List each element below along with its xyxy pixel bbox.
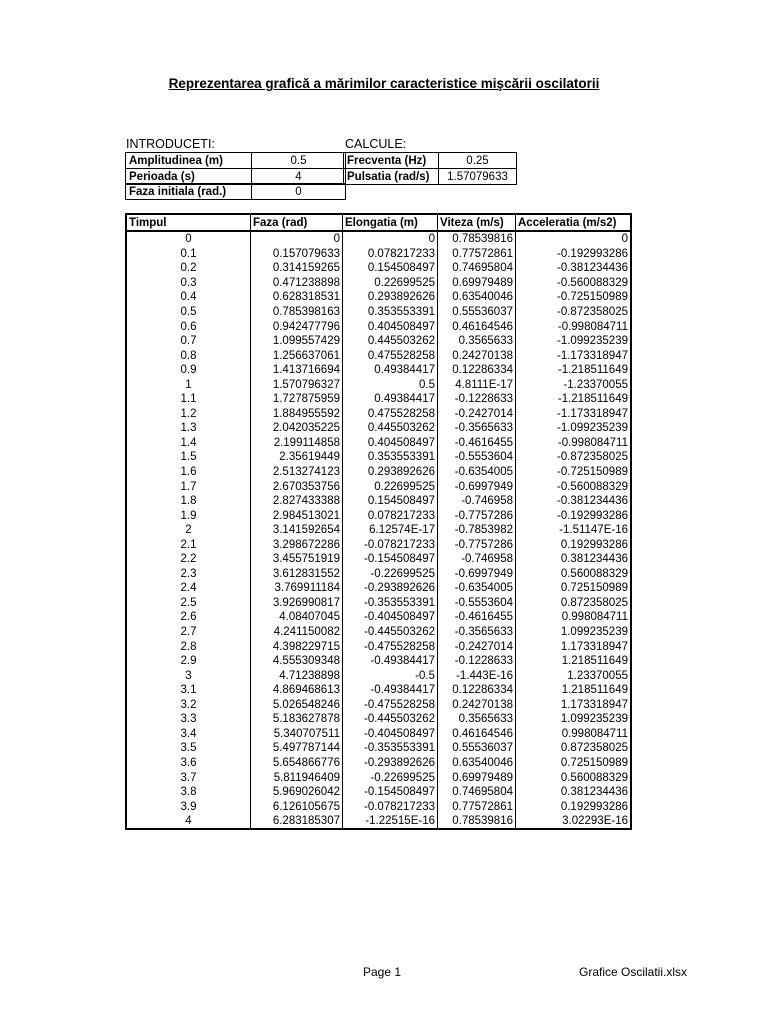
cell-viteza: 0.55536037	[438, 741, 516, 756]
cell-viteza: -0.6354005	[438, 581, 516, 596]
cell-faza: 3.298672286	[251, 537, 343, 552]
cell-acceleratia: 0	[516, 231, 632, 247]
table-row	[126, 319, 631, 334]
cell-viteza: 4.8111E-17	[438, 377, 516, 392]
cell-viteza: 0.78539816	[438, 814, 516, 830]
cell-elongatia: -0.49384417	[343, 654, 438, 669]
cell-faza: 5.654866776	[251, 756, 343, 771]
cell-viteza: -0.746958	[438, 552, 516, 567]
cell-elongatia: -0.078217233	[343, 799, 438, 814]
cell-acceleratia: -0.725150989	[516, 290, 632, 305]
cell-timpul: 0.1	[126, 247, 251, 262]
cell-viteza: 0.3565633	[438, 334, 516, 349]
cell-acceleratia: 0.381234436	[516, 552, 632, 567]
calc-row-frequency	[344, 153, 517, 169]
cell-viteza: 0.77572861	[438, 247, 516, 262]
cell-viteza: -0.1228633	[438, 654, 516, 669]
cell-acceleratia: 0.381234436	[516, 785, 632, 800]
cell-elongatia: -0.293892626	[343, 581, 438, 596]
table-row	[126, 625, 631, 640]
cell-elongatia: -0.404508497	[343, 727, 438, 742]
cell-viteza: -0.2427014	[438, 407, 516, 422]
cell-elongatia: -0.078217233	[343, 537, 438, 552]
cell-timpul: 1.3	[126, 421, 251, 436]
inputs-table	[125, 152, 346, 185]
cell-acceleratia: -0.192993286	[516, 247, 632, 262]
cell-viteza: -0.6354005	[438, 465, 516, 480]
cell-viteza: 0.46164546	[438, 727, 516, 742]
cell-faza: 2.199114858	[251, 436, 343, 451]
cell-acceleratia: -0.725150989	[516, 465, 632, 480]
cell-faza: 1.884955592	[251, 407, 343, 422]
table-row	[126, 814, 631, 830]
table-row	[126, 247, 631, 262]
document-title: Reprezentarea grafică a mărimilor caracteristice mişcării oscilatorii	[168, 76, 600, 91]
table-row	[126, 639, 631, 654]
cell-elongatia: 0.22699525	[343, 479, 438, 494]
phase-input-table	[125, 183, 346, 200]
cell-timpul: 3.3	[126, 712, 251, 727]
table-row	[126, 290, 631, 305]
cell-acceleratia: 1.218511649	[516, 683, 632, 698]
cell-faza: 1.570796327	[251, 377, 343, 392]
cell-timpul: 2.4	[126, 581, 251, 596]
cell-elongatia: -0.5	[343, 668, 438, 683]
cell-elongatia: 0.404508497	[343, 436, 438, 451]
cell-faza: 3.455751919	[251, 552, 343, 567]
cell-timpul: 1.7	[126, 479, 251, 494]
table-row	[126, 741, 631, 756]
cell-acceleratia: -0.998084711	[516, 436, 632, 451]
cell-timpul: 1.9	[126, 508, 251, 523]
cell-faza: 5.340707511	[251, 727, 343, 742]
cell-acceleratia: 1.173318947	[516, 698, 632, 713]
cell-faza: 1.256637061	[251, 348, 343, 363]
cell-timpul: 1.2	[126, 407, 251, 422]
cell-timpul: 0.5	[126, 305, 251, 320]
cell-timpul: 3.2	[126, 698, 251, 713]
cell-viteza: -1.443E-16	[438, 668, 516, 683]
table-row	[126, 377, 631, 392]
cell-faza: 2.35619449	[251, 450, 343, 465]
cell-timpul: 1	[126, 377, 251, 392]
cell-elongatia: -0.22699525	[343, 770, 438, 785]
cell-faza: 2.984513021	[251, 508, 343, 523]
table-row	[126, 537, 631, 552]
cell-acceleratia: 0.192993286	[516, 799, 632, 814]
oscillation-data-table	[125, 213, 632, 830]
cell-timpul: 1.6	[126, 465, 251, 480]
cell-acceleratia: -0.381234436	[516, 261, 632, 276]
cell-timpul: 0.9	[126, 363, 251, 378]
cell-elongatia: -0.475528258	[343, 639, 438, 654]
cell-faza: 2.513274123	[251, 465, 343, 480]
cell-timpul: 3	[126, 668, 251, 683]
cell-faza: 2.670353756	[251, 479, 343, 494]
cell-faza: 0.314159265	[251, 261, 343, 276]
cell-timpul: 0.3	[126, 276, 251, 291]
input-value[interactable]: 0	[252, 184, 346, 200]
cell-acceleratia: -1.23370055	[516, 377, 632, 392]
cell-acceleratia: -1.173318947	[516, 407, 632, 422]
cell-timpul: 2.1	[126, 537, 251, 552]
input-label: Amplitudinea (m)	[126, 153, 252, 169]
cell-viteza: -0.746958	[438, 494, 516, 509]
table-row	[126, 305, 631, 320]
cell-viteza: 0.24270138	[438, 698, 516, 713]
cell-faza: 3.926990817	[251, 596, 343, 611]
table-row	[126, 231, 631, 247]
column-header-faza: Faza (rad)	[251, 214, 343, 231]
cell-acceleratia: -1.51147E-16	[516, 523, 632, 538]
page-number: Page 1	[363, 965, 402, 979]
table-header-row	[126, 214, 631, 231]
cell-acceleratia: 0.998084711	[516, 610, 632, 625]
table-row	[126, 596, 631, 611]
cell-faza: 3.612831552	[251, 567, 343, 582]
cell-elongatia: -0.154508497	[343, 785, 438, 800]
cell-faza: 4.869468613	[251, 683, 343, 698]
table-row	[126, 567, 631, 582]
cell-elongatia: 0.154508497	[343, 261, 438, 276]
cell-elongatia: 0.22699525	[343, 276, 438, 291]
cell-acceleratia: -0.872358025	[516, 450, 632, 465]
cell-elongatia: 0.475528258	[343, 407, 438, 422]
table-row	[126, 261, 631, 276]
table-row	[126, 479, 631, 494]
cell-acceleratia: -1.099235239	[516, 421, 632, 436]
cell-acceleratia: -0.560088329	[516, 479, 632, 494]
cell-acceleratia: -0.872358025	[516, 305, 632, 320]
cell-viteza: -0.1228633	[438, 392, 516, 407]
input-label: Perioada (s)	[126, 169, 252, 185]
cell-faza: 4.398229715	[251, 639, 343, 654]
cell-acceleratia: 0.560088329	[516, 567, 632, 582]
cell-viteza: -0.3565633	[438, 421, 516, 436]
cell-timpul: 0.6	[126, 319, 251, 334]
cell-timpul: 4	[126, 814, 251, 830]
cell-timpul: 2.2	[126, 552, 251, 567]
cell-viteza: 0.63540046	[438, 756, 516, 771]
cell-timpul: 3.4	[126, 727, 251, 742]
cell-timpul: 3.9	[126, 799, 251, 814]
cell-timpul: 3.8	[126, 785, 251, 800]
cell-viteza: 0.24270138	[438, 348, 516, 363]
cell-timpul: 0.8	[126, 348, 251, 363]
cell-viteza: 0.3565633	[438, 712, 516, 727]
cell-acceleratia: 1.173318947	[516, 639, 632, 654]
cell-faza: 6.126105675	[251, 799, 343, 814]
table-row	[126, 756, 631, 771]
cell-viteza: -0.7757286	[438, 537, 516, 552]
cell-acceleratia: -0.560088329	[516, 276, 632, 291]
cell-acceleratia: -0.192993286	[516, 508, 632, 523]
cell-viteza: -0.6997949	[438, 567, 516, 582]
cell-viteza: -0.2427014	[438, 639, 516, 654]
cell-viteza: 0.69979489	[438, 276, 516, 291]
cell-timpul: 2	[126, 523, 251, 538]
cell-elongatia: 0.353553391	[343, 450, 438, 465]
table-row	[126, 334, 631, 349]
cell-viteza: 0.69979489	[438, 770, 516, 785]
table-row	[126, 276, 631, 291]
cell-elongatia: 0.154508497	[343, 494, 438, 509]
cell-elongatia: -0.445503262	[343, 625, 438, 640]
cell-faza: 0.785398163	[251, 305, 343, 320]
cell-viteza: -0.3565633	[438, 625, 516, 640]
cell-faza: 2.827433388	[251, 494, 343, 509]
input-value[interactable]: 4	[252, 169, 346, 185]
cell-elongatia: 0	[343, 231, 438, 247]
cell-viteza: 0.77572861	[438, 799, 516, 814]
calc-value: 1.57079633	[439, 169, 517, 185]
input-label: Faza initiala (rad.)	[126, 184, 252, 200]
cell-faza: 4.71238898	[251, 668, 343, 683]
table-row	[126, 465, 631, 480]
cell-acceleratia: -1.173318947	[516, 348, 632, 363]
table-row	[126, 363, 631, 378]
calc-label: Frecventa (Hz)	[344, 153, 439, 169]
cell-viteza: -0.5553604	[438, 596, 516, 611]
calcule-heading: CALCULE:	[345, 137, 407, 151]
cell-timpul: 3.1	[126, 683, 251, 698]
cell-elongatia: 0.49384417	[343, 363, 438, 378]
cell-viteza: 0.12286334	[438, 683, 516, 698]
input-row-amplitude	[126, 153, 346, 169]
cell-acceleratia: 1.099235239	[516, 712, 632, 727]
cell-faza: 3.769911184	[251, 581, 343, 596]
cell-faza: 0.157079633	[251, 247, 343, 262]
cell-timpul: 2.6	[126, 610, 251, 625]
cell-timpul: 1.8	[126, 494, 251, 509]
cell-acceleratia: 0.998084711	[516, 727, 632, 742]
cell-acceleratia: -0.998084711	[516, 319, 632, 334]
cell-viteza: -0.6997949	[438, 479, 516, 494]
cell-elongatia: -0.353553391	[343, 741, 438, 756]
cell-timpul: 1.4	[126, 436, 251, 451]
cell-elongatia: 0.353553391	[343, 305, 438, 320]
column-header-viteza: Viteza (m/s)	[438, 214, 516, 231]
cell-elongatia: -0.404508497	[343, 610, 438, 625]
table-row	[126, 407, 631, 422]
cell-acceleratia: -0.381234436	[516, 494, 632, 509]
cell-timpul: 0.2	[126, 261, 251, 276]
cell-faza: 4.555309348	[251, 654, 343, 669]
table-row	[126, 799, 631, 814]
cell-viteza: -0.7757286	[438, 508, 516, 523]
table-row	[126, 450, 631, 465]
cell-acceleratia: 0.192993286	[516, 537, 632, 552]
cell-faza: 0.942477796	[251, 319, 343, 334]
table-row	[126, 785, 631, 800]
table-row	[126, 712, 631, 727]
cell-acceleratia: 0.872358025	[516, 596, 632, 611]
table-row	[126, 581, 631, 596]
cell-faza: 2.042035225	[251, 421, 343, 436]
cell-acceleratia: 0.872358025	[516, 741, 632, 756]
cell-viteza: 0.55536037	[438, 305, 516, 320]
cell-elongatia: 0.445503262	[343, 421, 438, 436]
cell-timpul: 0.7	[126, 334, 251, 349]
table-row	[126, 698, 631, 713]
cell-acceleratia: 3.02293E-16	[516, 814, 632, 830]
table-row	[126, 436, 631, 451]
input-value[interactable]: 0.5	[252, 153, 346, 169]
table-row	[126, 523, 631, 538]
table-row	[126, 508, 631, 523]
calcule-table	[343, 152, 517, 185]
cell-timpul: 2.8	[126, 639, 251, 654]
cell-viteza: 0.12286334	[438, 363, 516, 378]
cell-timpul: 2.3	[126, 567, 251, 582]
cell-elongatia: 0.078217233	[343, 247, 438, 262]
cell-faza: 5.811946409	[251, 770, 343, 785]
calc-row-pulsation	[344, 169, 517, 185]
cell-faza: 1.099557429	[251, 334, 343, 349]
file-name: Grafice Oscilatii.xlsx	[579, 965, 688, 979]
cell-faza: 5.497787144	[251, 741, 343, 756]
cell-elongatia: -0.22699525	[343, 567, 438, 582]
cell-acceleratia: 0.560088329	[516, 770, 632, 785]
cell-elongatia: -0.293892626	[343, 756, 438, 771]
cell-faza: 4.08407045	[251, 610, 343, 625]
cell-faza: 6.283185307	[251, 814, 343, 830]
input-row-phase	[126, 184, 346, 200]
cell-elongatia: 0.078217233	[343, 508, 438, 523]
cell-elongatia: -0.475528258	[343, 698, 438, 713]
table-row	[126, 494, 631, 509]
cell-timpul: 3.5	[126, 741, 251, 756]
cell-viteza: -0.5553604	[438, 450, 516, 465]
cell-viteza: -0.4616455	[438, 436, 516, 451]
cell-acceleratia: -1.099235239	[516, 334, 632, 349]
table-row	[126, 392, 631, 407]
cell-acceleratia: 1.099235239	[516, 625, 632, 640]
cell-timpul: 2.5	[126, 596, 251, 611]
cell-elongatia: -0.49384417	[343, 683, 438, 698]
cell-timpul: 2.7	[126, 625, 251, 640]
cell-viteza: -0.7853982	[438, 523, 516, 538]
cell-faza: 5.183627878	[251, 712, 343, 727]
table-row	[126, 668, 631, 683]
cell-elongatia: 0.293892626	[343, 465, 438, 480]
cell-acceleratia: -1.218511649	[516, 363, 632, 378]
cell-faza: 3.141592654	[251, 523, 343, 538]
cell-elongatia: 6.12574E-17	[343, 523, 438, 538]
cell-acceleratia: 1.218511649	[516, 654, 632, 669]
cell-elongatia: -0.154508497	[343, 552, 438, 567]
cell-timpul: 2.9	[126, 654, 251, 669]
table-row	[126, 770, 631, 785]
cell-elongatia: 0.49384417	[343, 392, 438, 407]
cell-acceleratia: 1.23370055	[516, 668, 632, 683]
column-header-acceleratia: Acceleratia (m/s2)	[516, 214, 632, 231]
cell-timpul: 1.5	[126, 450, 251, 465]
table-row	[126, 610, 631, 625]
cell-elongatia: -0.353553391	[343, 596, 438, 611]
cell-viteza: 0.46164546	[438, 319, 516, 334]
cell-acceleratia: 0.725150989	[516, 756, 632, 771]
column-header-elongatia: Elongatia (m)	[343, 214, 438, 231]
cell-faza: 4.241150082	[251, 625, 343, 640]
cell-elongatia: 0.475528258	[343, 348, 438, 363]
cell-faza: 5.026548246	[251, 698, 343, 713]
cell-elongatia: 0.293892626	[343, 290, 438, 305]
calc-label: Pulsatia (rad/s)	[344, 169, 439, 185]
cell-viteza: 0.74695804	[438, 785, 516, 800]
column-header-timpul: Timpul	[126, 214, 251, 231]
inputs-heading: INTRODUCETI:	[126, 137, 215, 151]
table-row	[126, 727, 631, 742]
cell-faza: 1.413716694	[251, 363, 343, 378]
cell-elongatia: 0.5	[343, 377, 438, 392]
cell-timpul: 1.1	[126, 392, 251, 407]
cell-faza: 1.727875959	[251, 392, 343, 407]
table-row	[126, 683, 631, 698]
cell-viteza: 0.63540046	[438, 290, 516, 305]
cell-faza: 5.969026042	[251, 785, 343, 800]
cell-faza: 0.471238898	[251, 276, 343, 291]
cell-timpul: 0.4	[126, 290, 251, 305]
cell-acceleratia: 0.725150989	[516, 581, 632, 596]
cell-elongatia: 0.404508497	[343, 319, 438, 334]
table-row	[126, 654, 631, 669]
table-row	[126, 421, 631, 436]
cell-faza: 0	[251, 231, 343, 247]
cell-elongatia: 0.445503262	[343, 334, 438, 349]
table-row	[126, 552, 631, 567]
cell-elongatia: -0.445503262	[343, 712, 438, 727]
cell-elongatia: -1.22515E-16	[343, 814, 438, 830]
cell-timpul: 0	[126, 231, 251, 247]
cell-acceleratia: -1.218511649	[516, 392, 632, 407]
calc-value: 0.25	[439, 153, 517, 169]
cell-viteza: 0.78539816	[438, 231, 516, 247]
cell-timpul: 3.6	[126, 756, 251, 771]
cell-timpul: 3.7	[126, 770, 251, 785]
cell-viteza: 0.74695804	[438, 261, 516, 276]
table-row	[126, 348, 631, 363]
cell-faza: 0.628318531	[251, 290, 343, 305]
cell-viteza: -0.4616455	[438, 610, 516, 625]
